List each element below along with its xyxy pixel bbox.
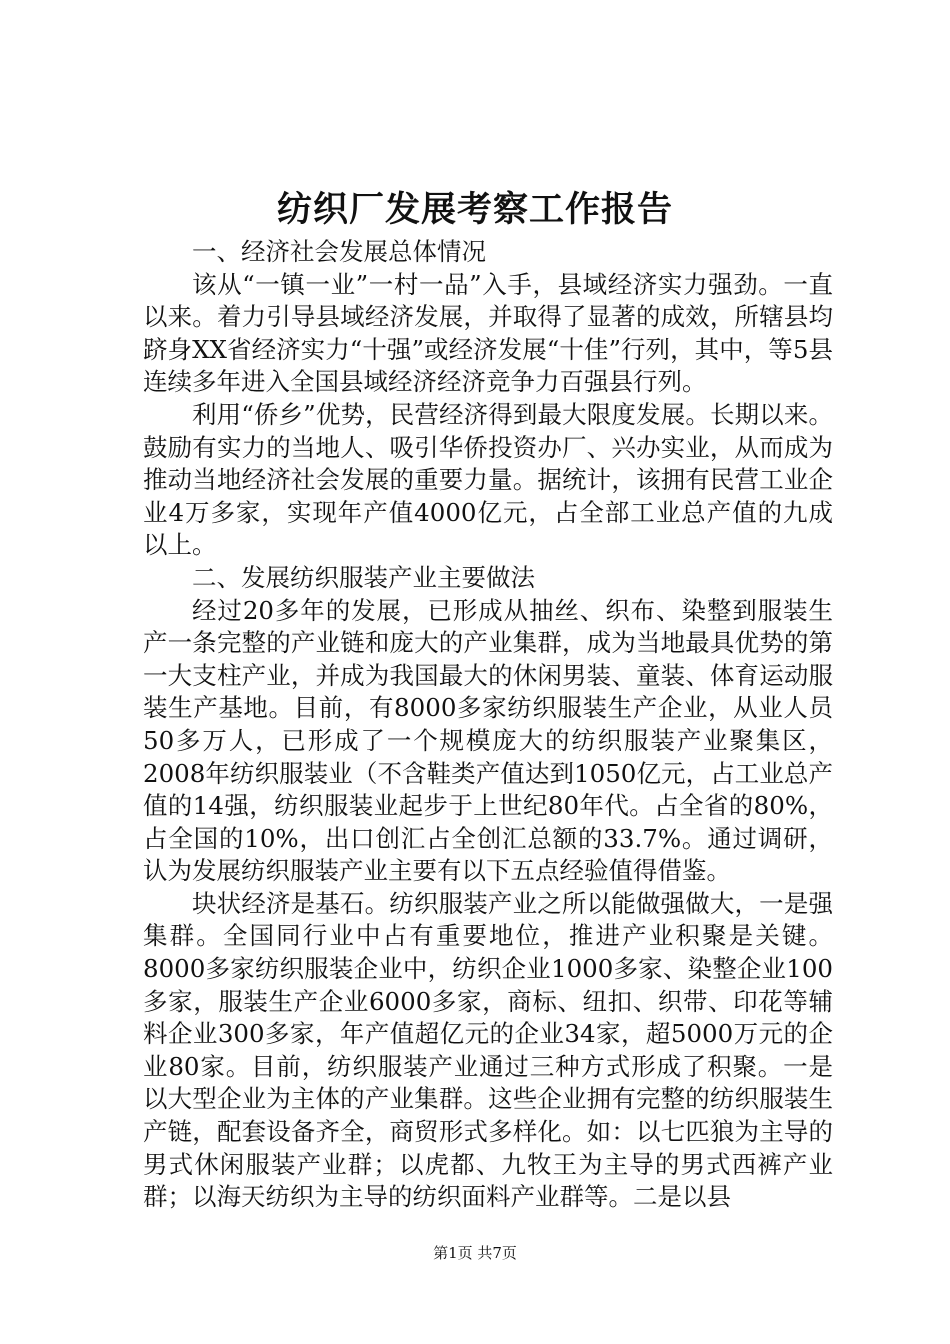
document-body (143, 236, 833, 1214)
paragraph-block-economy: 块状经济是基石。纺织服装产业之所以能做强做大，一是强集群。全国同行业中占有重要地位，推进产业积聚是关键。8000多家纺织服装企业中，纺织企业1000多家、染整企业100多家，服装生产企业6000多家，商标、纽扣、织带、印花等辅料企业300多家，年产值超亿元的企业34家，超5000万元的企业80家。目前，纺织服装产业通过三种方式形成了积聚。一是以大型企业为主体的产业集群。这些企业拥有完整的纺织服装生产链，配套设备齐全，商贸形式多样化。如：以七匹狼为主导的男式休闲服装产业群；以虎都、九牧王为主导的男式西裤产业群；以海天纺织为主导的纺织面料产业群等。二是以县 (143, 888, 833, 1212)
document-title: 纺织厂发展考察工作报告 (276, 189, 673, 230)
section-heading-2: 二、发展纺织服装产业主要做法 (192, 562, 535, 592)
section-heading-1: 一、经济社会发展总体情况 (192, 237, 486, 266)
paragraph-textile-development: 经过20多年的发展，已形成从抽丝、织布、染整到服装生产一条完整的产业链和庞大的产业集群，成为当地最具优势的第一大支柱产业，并成为我国最大的休闲男装、童装、体育运动服装生产基地。目前，有8000多家纺织服装生产企业，从业人员50多万人，已形成了一个规模庞大的纺织服装产业聚集区，2008年纺织服装业（不含鞋类产值达到1050亿元，占工业总产值的14强，纺织服装业起步于上世纪80年代。占全省的80%，占全国的10%，出口创汇占全创汇总额的33.7%。通过调研，认为发展纺织服装产业主要有以下五点经验值得借鉴。 (143, 595, 833, 886)
paragraph-county-economy: 该从“一镇一业”一村一品”入手，县域经济实力强劲。一直以来。着力引导县域经济发展，并取得了显著的成效，所辖县均跻身XX省经济实力“十强”或经济发展“十佳”行列，其中，等5县连续多年进入全国县域经济经济竞争力百强县行列。 (143, 269, 833, 397)
page-footer: 第1页 共7页 (433, 1244, 517, 1262)
paragraph-private-economy: 利用“侨乡”优势，民营经济得到最大限度发展。长期以来。鼓励有实力的当地人、吸引华侨投资办厂、兴办实业，从而成为推动当地经济社会发展的重要力量。据统计，该拥有民营工业企业4万多家，实现年产值4000亿元，占全部工业总产值的九成以上。 (143, 399, 833, 560)
